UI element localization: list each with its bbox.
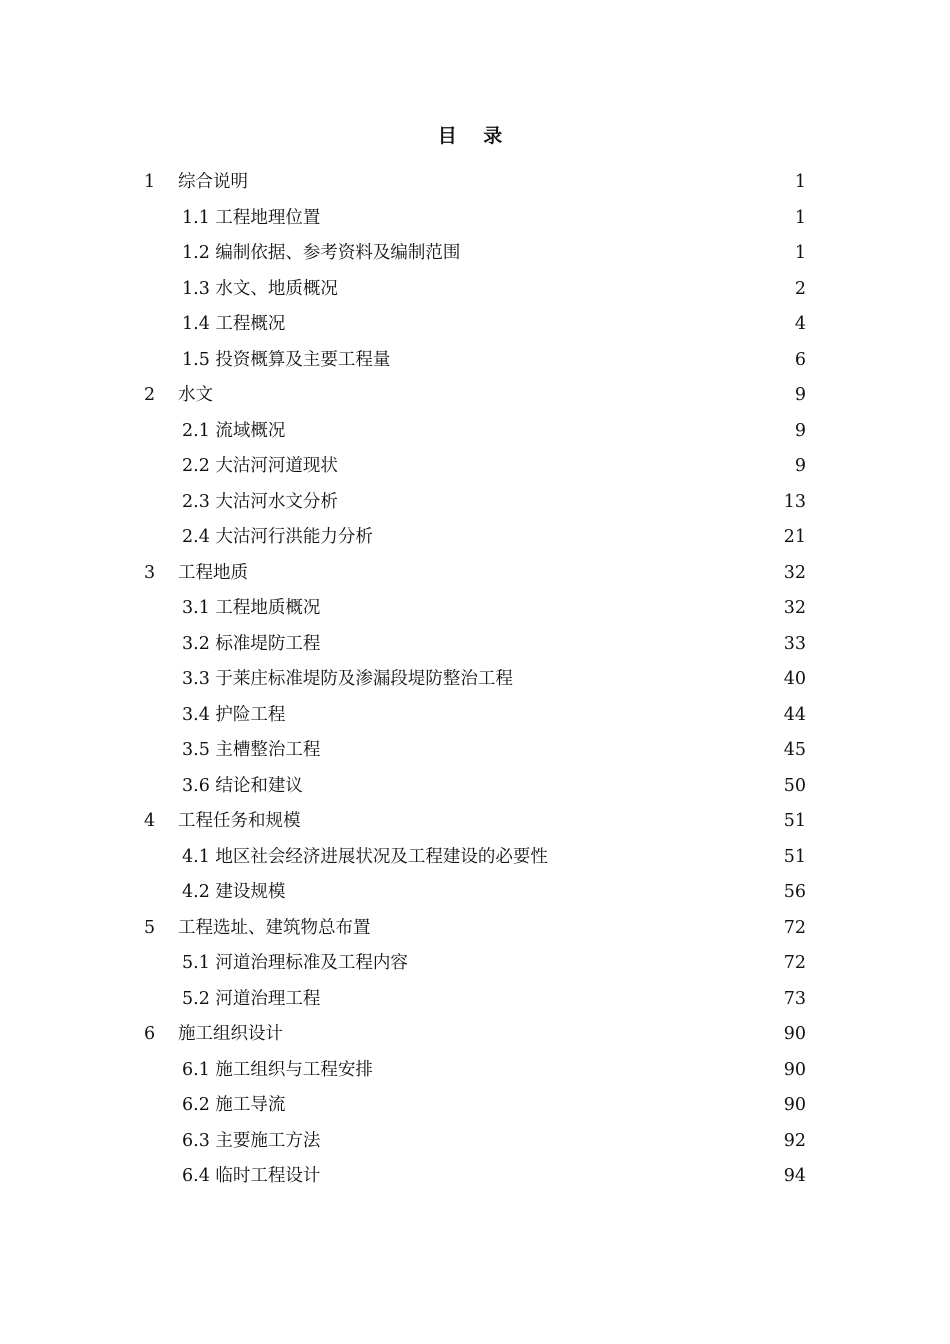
toc-section-entry[interactable] <box>0 840 950 876</box>
toc-page-number: 50 <box>783 775 806 796</box>
toc-entry-title: 6.1 施工组织与工程安排 <box>182 1059 373 1080</box>
toc-page-number: 44 <box>783 704 806 725</box>
toc-page-number: 45 <box>783 740 806 760</box>
toc-list <box>0 165 950 1195</box>
toc-entry-title: 3.5 主槽整治工程 <box>182 740 321 760</box>
toc-page-number: 1 <box>794 207 806 228</box>
toc-section-entry[interactable] <box>0 485 950 521</box>
toc-chapter-number: 1 <box>144 172 156 192</box>
toc-entry-title: 3.1 工程地质概况 <box>182 598 321 618</box>
toc-section-entry[interactable] <box>0 1088 950 1124</box>
toc-page-number: 2 <box>794 278 806 299</box>
toc-chapter-number: 5 <box>144 917 156 938</box>
toc-section-entry[interactable] <box>0 875 950 911</box>
toc-section-entry[interactable] <box>0 627 950 663</box>
toc-section-entry[interactable] <box>0 591 950 627</box>
toc-entry-title: 5.2 河道治理工程 <box>182 988 321 1009</box>
toc-entry-title: 1.5 投资概算及主要工程量 <box>182 349 391 370</box>
toc-page-number: 56 <box>783 882 806 902</box>
toc-section-entry[interactable] <box>0 946 950 982</box>
toc-chapter-entry[interactable] <box>0 1017 950 1053</box>
toc-section-entry[interactable] <box>0 698 950 734</box>
toc-page-number: 6 <box>794 349 806 370</box>
toc-section-entry[interactable] <box>0 662 950 698</box>
toc-page-number: 90 <box>783 1024 806 1044</box>
toc-section-entry[interactable] <box>0 236 950 272</box>
toc-page-number: 51 <box>783 846 806 867</box>
toc-entry-title: 4.2 建设规模 <box>182 882 286 902</box>
toc-entry-title: 工程任务和规模 <box>178 811 301 831</box>
toc-entry-title: 2.4 大沽河行洪能力分析 <box>182 527 373 547</box>
toc-chapter-entry[interactable] <box>0 378 950 414</box>
toc-entry-title: 综合说明 <box>178 172 248 192</box>
toc-page-number: 72 <box>783 917 806 938</box>
toc-page-number: 92 <box>783 1130 806 1151</box>
toc-page-number: 32 <box>783 598 806 618</box>
toc-page-number: 13 <box>783 491 806 512</box>
toc-chapter-entry[interactable] <box>0 165 950 201</box>
toc-entry-title: 3.3 于莱庄标准堤防及渗漏段堤防整治工程 <box>182 669 513 689</box>
toc-entry-title: 1.3 水文、地质概况 <box>182 278 338 299</box>
toc-page-number: 21 <box>783 527 806 547</box>
toc-entry-title: 2.3 大沽河水文分析 <box>182 491 338 512</box>
toc-entry-title: 6.3 主要施工方法 <box>182 1130 321 1151</box>
toc-chapter-entry[interactable] <box>0 556 950 592</box>
toc-entry-title: 6.4 临时工程设计 <box>182 1166 321 1186</box>
toc-page-number: 33 <box>783 633 806 654</box>
toc-entry-title: 工程选址、建筑物总布置 <box>178 917 371 938</box>
toc-section-entry[interactable] <box>0 1159 950 1195</box>
toc-section-entry[interactable] <box>0 272 950 308</box>
toc-section-entry[interactable] <box>0 307 950 343</box>
toc-entry-title: 1.4 工程概况 <box>182 314 286 334</box>
toc-entry-title: 水文 <box>178 385 213 405</box>
toc-section-entry[interactable] <box>0 343 950 379</box>
toc-chapter-number: 3 <box>144 562 156 583</box>
toc-section-entry[interactable] <box>0 1053 950 1089</box>
toc-entry-title: 6.2 施工导流 <box>182 1095 286 1115</box>
toc-page-number: 4 <box>794 314 806 334</box>
toc-page-number: 40 <box>783 669 806 689</box>
toc-page-number: 90 <box>783 1095 806 1115</box>
toc-page-number: 51 <box>783 811 806 831</box>
toc-page-number: 94 <box>783 1166 806 1186</box>
toc-entry-title: 2.2 大沽河河道现状 <box>182 456 338 476</box>
toc-page-number: 9 <box>794 456 806 476</box>
toc-section-entry[interactable] <box>0 520 950 556</box>
toc-entry-title: 3.2 标准堤防工程 <box>182 633 321 654</box>
toc-entry-title: 3.4 护险工程 <box>182 704 286 725</box>
toc-chapter-entry[interactable] <box>0 804 950 840</box>
toc-section-entry[interactable] <box>0 982 950 1018</box>
toc-page-number: 9 <box>794 420 806 441</box>
toc-chapter-entry[interactable] <box>0 911 950 947</box>
toc-entry-title: 5.1 河道治理标准及工程内容 <box>182 953 408 973</box>
toc-page-number: 1 <box>794 172 806 192</box>
toc-page-number: 72 <box>783 953 806 973</box>
toc-entry-title: 3.6 结论和建议 <box>182 775 303 796</box>
toc-section-entry[interactable] <box>0 1124 950 1160</box>
toc-entry-title: 1.1 工程地理位置 <box>182 207 321 228</box>
toc-entry-title: 4.1 地区社会经济进展状况及工程建设的必要性 <box>182 846 548 867</box>
toc-page-number: 73 <box>783 988 806 1009</box>
toc-section-entry[interactable] <box>0 449 950 485</box>
toc-section-entry[interactable] <box>0 769 950 805</box>
toc-section-entry[interactable] <box>0 201 950 237</box>
toc-section-entry[interactable] <box>0 414 950 450</box>
toc-chapter-number: 6 <box>144 1024 156 1044</box>
toc-entry-title: 施工组织设计 <box>178 1024 283 1044</box>
toc-section-entry[interactable] <box>0 733 950 769</box>
toc-chapter-number: 4 <box>144 811 156 831</box>
toc-page-number: 32 <box>783 562 806 583</box>
toc-title: 目 录 <box>437 125 513 147</box>
toc-entry-title: 2.1 流域概况 <box>182 420 286 441</box>
toc-page-number: 9 <box>794 385 806 405</box>
toc-entry-title: 工程地质 <box>178 562 248 583</box>
toc-page-number: 90 <box>783 1059 806 1080</box>
toc-page-number: 1 <box>794 243 806 263</box>
toc-entry-title: 1.2 编制依据、参考资料及编制范围 <box>182 243 461 263</box>
toc-chapter-number: 2 <box>144 385 156 405</box>
